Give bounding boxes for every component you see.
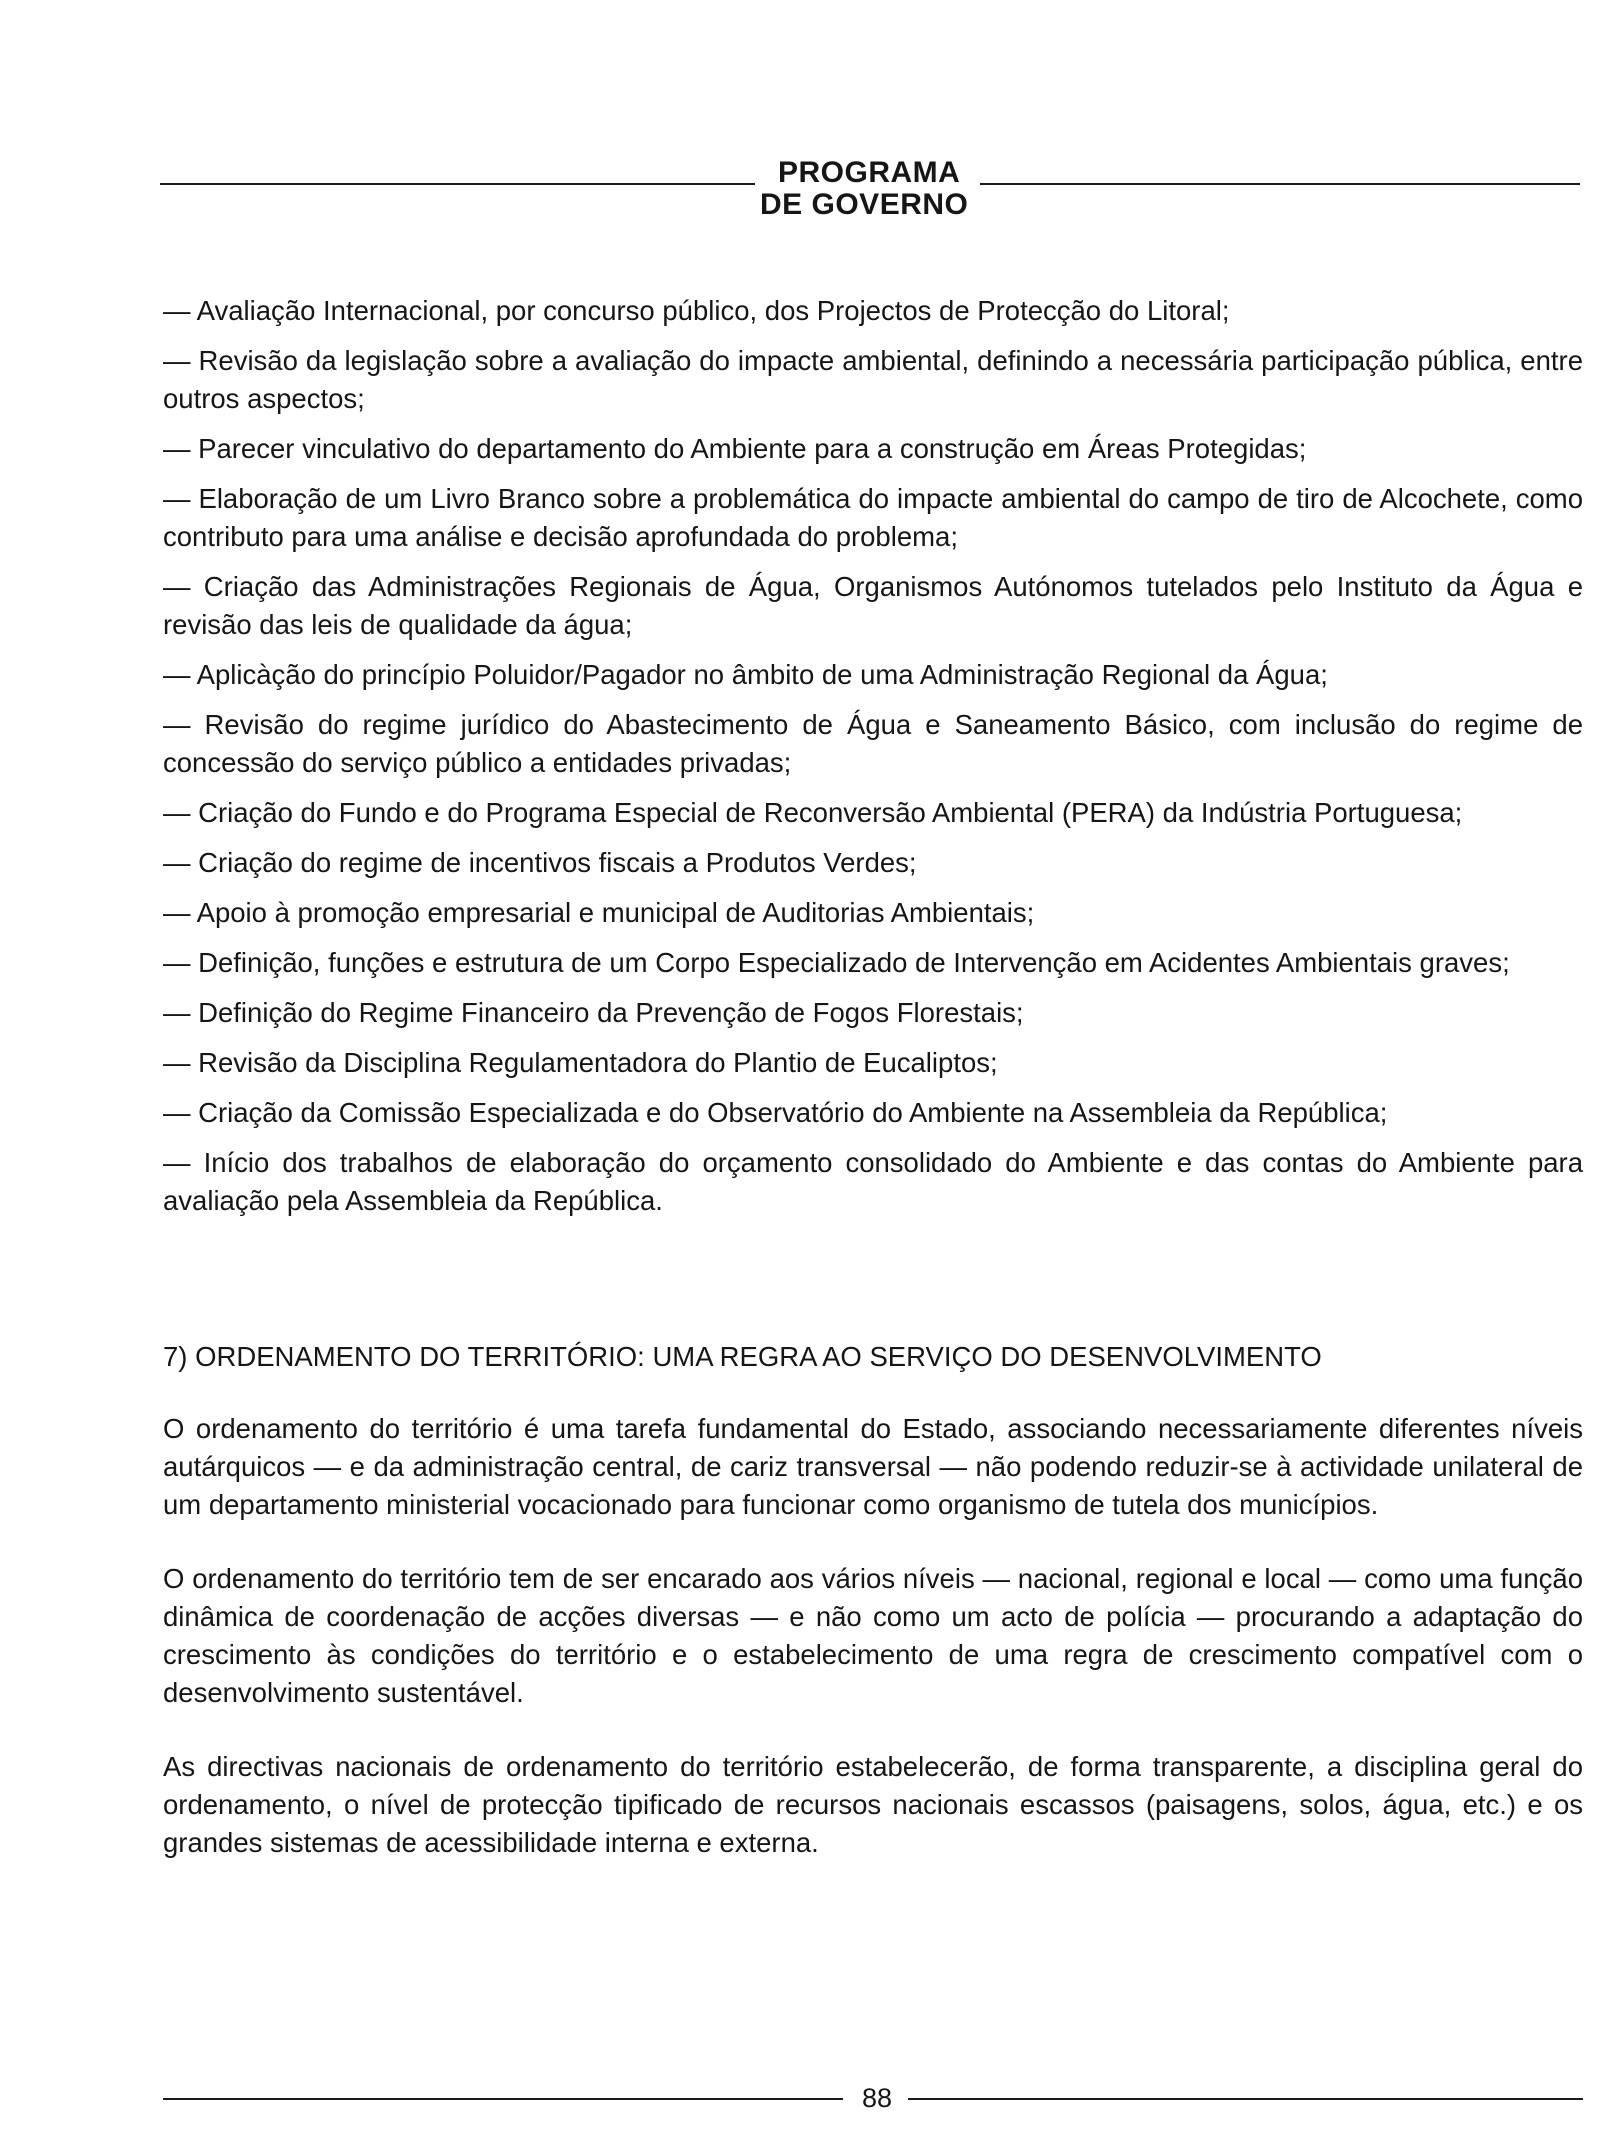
- header-title-line1: PROGRAMA: [778, 156, 961, 189]
- list-item: — Aplicàção do princípio Poluidor/Pagador no âmbito de uma Administração Regional da Água;: [163, 659, 1328, 690]
- header-title: [760, 157, 980, 221]
- list-item: — Revisão da legislação sobre a avaliação do impacte ambiental, definindo a necessária participação pública, entre outros aspectos;: [163, 345, 1583, 414]
- section-heading: 7) ORDENAMENTO DO TERRITÓRIO: UMA REGRA AO SERVIÇO DO DESENVOLVIMENTO: [163, 1341, 1322, 1372]
- list-item: — Criação do regime de incentivos fiscais a Produtos Verdes;: [163, 847, 917, 878]
- measures-list: [163, 292, 1583, 1220]
- page-footer: [163, 2080, 1583, 2120]
- footer-rule-left: [163, 2098, 843, 2100]
- header-rule-left: [160, 183, 755, 185]
- list-item: — Avaliação Internacional, por concurso público, dos Projectos de Protecção do Litoral;: [163, 295, 1230, 326]
- list-item: — Definição do Regime Financeiro da Prevenção de Fogos Florestais;: [163, 997, 1024, 1028]
- list-item: — Apoio à promoção empresarial e municipal de Auditorias Ambientais;: [163, 897, 1035, 928]
- list-item: — Criação das Administrações Regionais de Água, Organismos Autónomos tutelados pelo Instituto da Água e revisão das leis de qualidade da água;: [163, 571, 1583, 640]
- list-item: — Elaboração de um Livro Branco sobre a problemática do impacte ambiental do campo de tiro de Alcochete, como contributo para uma análise e decisão aprofundada do problema;: [163, 483, 1583, 552]
- list-item: — Início dos trabalhos de elaboração do orçamento consolidado do Ambiente e das contas do Ambiente para avaliação pela Assembleia da República.: [163, 1147, 1583, 1216]
- page-header: [160, 155, 1580, 225]
- list-item: — Revisão da Disciplina Regulamentadora do Plantio de Eucaliptos;: [163, 1047, 998, 1078]
- list-item: — Parecer vinculativo do departamento do Ambiente para a construção em Áreas Protegidas;: [163, 433, 1307, 464]
- header-title-line2: DE GOVERNO: [760, 188, 969, 221]
- list-item: — Revisão do regime jurídico do Abastecimento de Água e Saneamento Básico, com inclusão do regime de concessão do serviço público a entidades privadas;: [163, 709, 1583, 778]
- section-paragraph: O ordenamento do território é uma tarefa fundamental do Estado, associando necessariamente diferentes níveis autárquicos — e da administração central, de cariz transversal — não podendo reduzir-se à actividade unilateral de um departamento ministerial vocacionado para funcionar como organismo de tutela dos municípios.: [163, 1413, 1583, 1520]
- section-paragraph: O ordenamento do território tem de ser encarado aos vários níveis — nacional, regional e local — como uma função dinâmica de coordenação de acções diversas — e não como um acto de polícia — procurando a adaptação do crescimento às condições do território e o estabelecimento de uma regra de crescimento compatível com o desenvolvimento sustentável.: [163, 1563, 1583, 1708]
- section-paragraph: As directivas nacionais de ordenamento do território estabelecerão, de forma transparente, a disciplina geral do ordenamento, o nível de protecção tipificado de recursos nacionais escassos (paisagens, solos, água, etc.) e os grandes sistemas de acessibilidade interna e externa.: [163, 1751, 1583, 1858]
- page-number: 88: [861, 2083, 893, 2113]
- list-item: — Criação do Fundo e do Programa Especial de Reconversão Ambiental (PERA) da Indústria Portuguesa;: [163, 797, 1463, 828]
- document-body: [163, 292, 1583, 1898]
- footer-rule-right: [908, 2098, 1583, 2100]
- list-item: — Criação da Comissão Especializada e do Observatório do Ambiente na Assembleia da República;: [163, 1097, 1388, 1128]
- header-rule-right: [980, 183, 1580, 185]
- list-item: — Definição, funções e estrutura de um Corpo Especializado de Intervenção em Acidentes Ambientais graves;: [163, 947, 1510, 978]
